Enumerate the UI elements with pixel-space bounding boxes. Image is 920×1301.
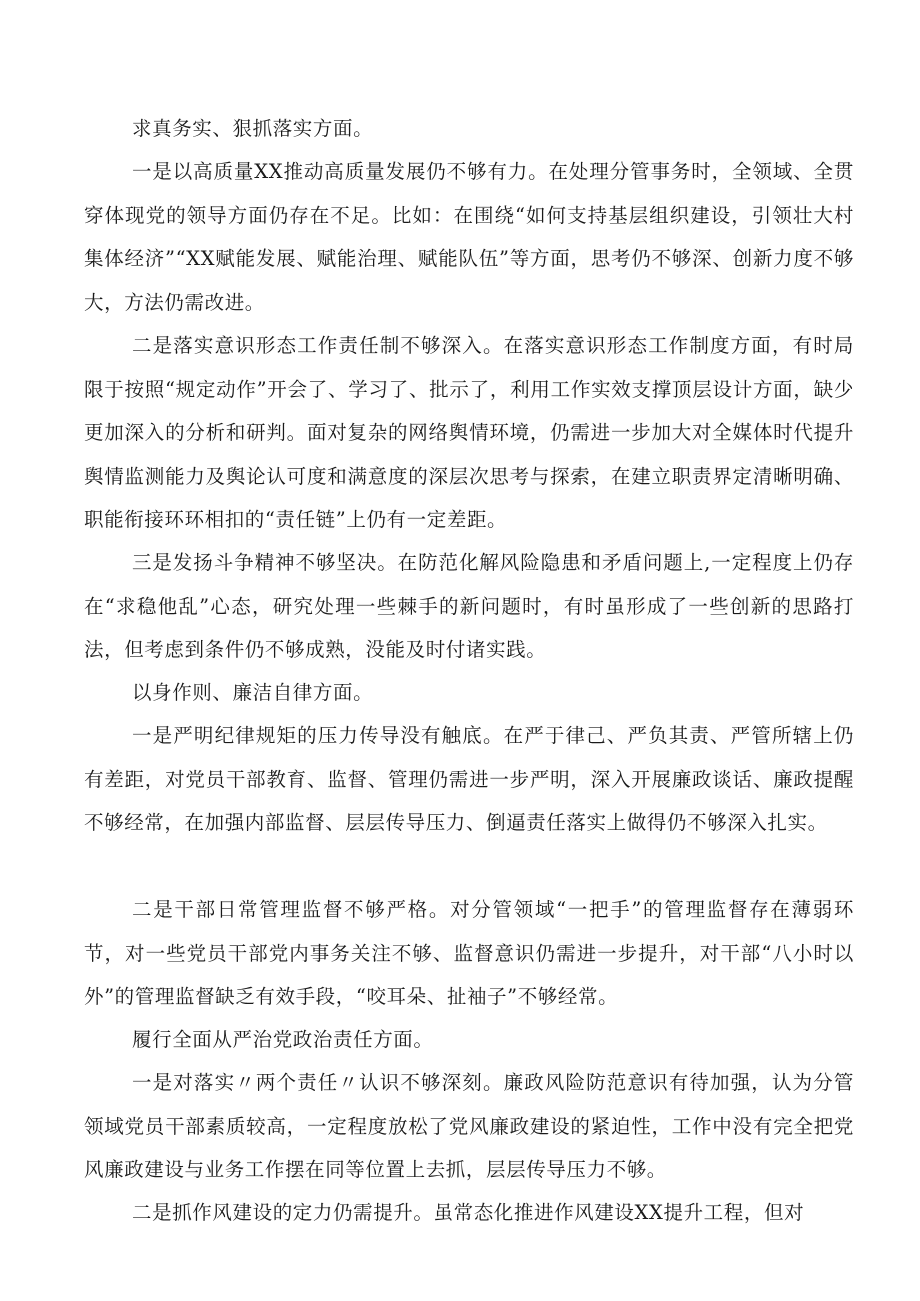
paragraph-struggle-spirit: 三是发扬斗争精神不够坚决。在防范化解风险隐患和矛盾问题上,一定程度上仍存在“求稳他乱”心态，研究处理一些棘手的新问题时，有时虽形成了一些创新的思路打法，但考虑到条件仍不够成熟，没能及时付诸实践。 [84, 551, 854, 661]
paragraph-work-style: 二是抓作风建设的定力仍需提升。虽常态化推进作风建设XX提升工程，但对 [132, 1201, 805, 1224]
paragraph-cadre-supervision: 二是干部日常管理监督不够严格。对分管领域“一把手”的管理监督存在薄弱环节，对一些党员干部党内事务关注不够、监督意识仍需进一步提升，对干部“八小时以外”的管理监督缺乏有效手段，“咬耳朵、扯袖子”不够经常。 [84, 898, 854, 1008]
section-heading-self-discipline: 以身作则、廉洁自律方面。 [132, 681, 374, 704]
paragraph-discipline-pressure: 一是严明纪律规矩的压力传导没有触底。在严于律己、严负其责、严管所辖上仍有差距，对党员干部教育、监督、管理仍需进一步严明，深入开展廉政谈话、廉政提醒不够经常，在加强内部监督、层层传导压力、倒逼责任落实上做得仍不够深入扎实。 [84, 724, 854, 834]
paragraph-high-quality-development: 一是以高质量XX推动高质量发展仍不够有力。在处理分管事务时，全领域、全贯穿体现党的领导方面仍存在不足。比如：在围绕“如何支持基层组织建设，引领壮大村集体经济”“XX赋能发展、赋能治理、赋能队伍”等方面，思考仍不够深、创新力度不够大，方法仍需改进。 [84, 160, 854, 314]
paragraph-two-responsibilities: 一是对落实〃两个责任〃认识不够深刻。廉政风险防范意识有待加强，认为分管领域党员干部素质较高，一定程度放松了党风廉政建设的紧迫性，工作中没有完全把党风廉政建设与业务工作摆在同等位置上去抓，层层传导压力不够。 [84, 1071, 854, 1181]
section-heading-party-governance: 履行全面从严治党政治责任方面。 [132, 1028, 434, 1051]
paragraph-ideology-responsibility: 二是落实意识形态工作责任制不够深入。在落实意识形态工作制度方面，有时局限于按照“规定动作”开会了、学习了、批示了，利用工作实效支撑顶层设计方面，缺少更加深入的分析和研判。面对复杂的网络舆情环境，仍需进一步加大对全媒体时代提升舆情监测能力及舆论认可度和满意度的深层次思考与探索，在建立职责界定清晰明确、职能衔接环环相扣的“责任链”上仍有一定差距。 [84, 334, 854, 531]
section-heading-seek-truth: 求真务实、狠抓落实方面。 [132, 117, 374, 140]
